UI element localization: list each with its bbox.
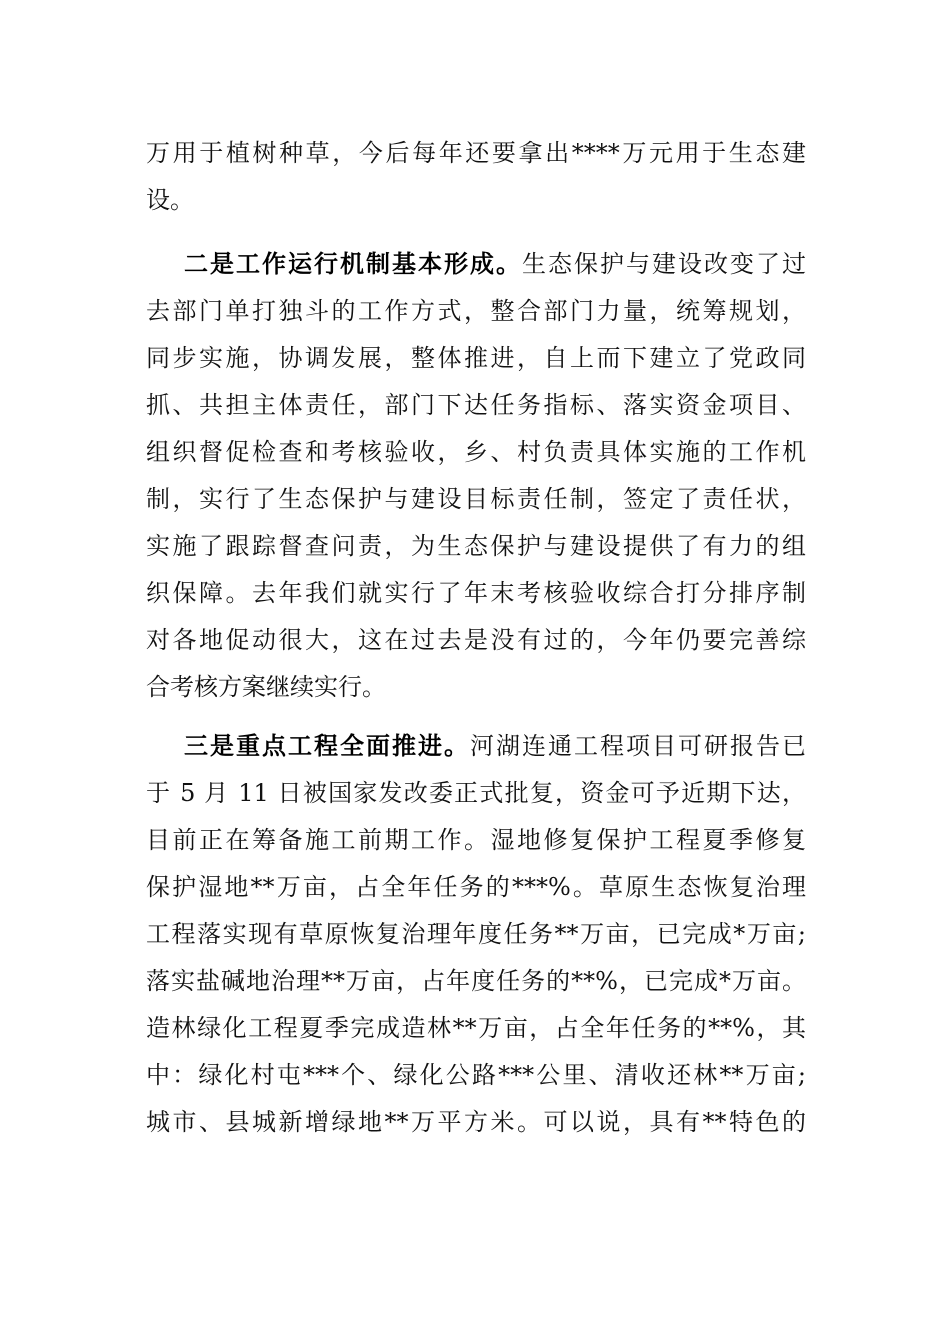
paragraph-line: 制，实行了生态保护与建设目标责任制，签定了责任状， [146,485,806,513]
paragraph-line: 合考核方案继续实行。 [146,673,386,701]
paragraph-line: 工程落实现有草原恢复治理年度任务**万亩，已完成*万亩; [146,920,806,948]
paragraph-line: 对各地促动很大，这在过去是没有过的，今年仍要完善综 [146,626,806,654]
paragraph-line: 织保障。去年我们就实行了年末考核验收综合打分排序制 [146,579,806,607]
paragraph-line: 造林绿化工程夏季完成造林**万亩，占全年任务的**%，其 [146,1014,806,1042]
paragraph-line: 去部门单打独斗的工作方式，整合部门力量，统筹规划， [146,297,806,325]
paragraph-line: 目前正在筹备施工前期工作。湿地修复保护工程夏季修复 [146,826,806,854]
paragraph-line: 万用于植树种草，今后每年还要拿出****万元用于生态建 [146,139,806,167]
paragraph-lead-heading: 三是重点工程全面推进。 [184,731,470,760]
paragraph-line: 于 5 月 11 日被国家发改委正式批复，资金可予近期下达， [146,779,806,807]
paragraph-lead-text: 河湖连通工程项目可研报告已 [470,732,806,760]
paragraph-line: 设。 [146,186,194,214]
paragraph-lead-text: 生态保护与建设改变了过 [522,250,806,278]
paragraph-lead-heading: 二是工作运行机制基本形成。 [184,249,522,278]
paragraph-line: 实施了跟踪督查问责，为生态保护与建设提供了有力的组 [146,532,806,560]
paragraph-line: 同步实施，协调发展，整体推进，自上而下建立了党政同 [146,344,806,372]
paragraph-line: 抓、共担主体责任，部门下达任务指标、落实资金项目、 [146,391,806,419]
paragraph-line: 保护湿地**万亩，占全年任务的***%。草原生态恢复治理 [146,873,806,901]
paragraph-line: 落实盐碱地治理**万亩，占年度任务的**%，已完成*万亩。 [146,967,806,995]
paragraph-line: 组织督促检查和考核验收，乡、村负责具体实施的工作机 [146,438,806,466]
paragraph-line: 中：绿化村屯***个、绿化公路***公里、清收还林**万亩; [146,1061,806,1089]
paragraph-first-line [184,244,806,284]
paragraph-line: 城市、县城新增绿地**万平方米。可以说，具有**特色的 [146,1108,806,1136]
paragraph-first-line [184,726,806,766]
